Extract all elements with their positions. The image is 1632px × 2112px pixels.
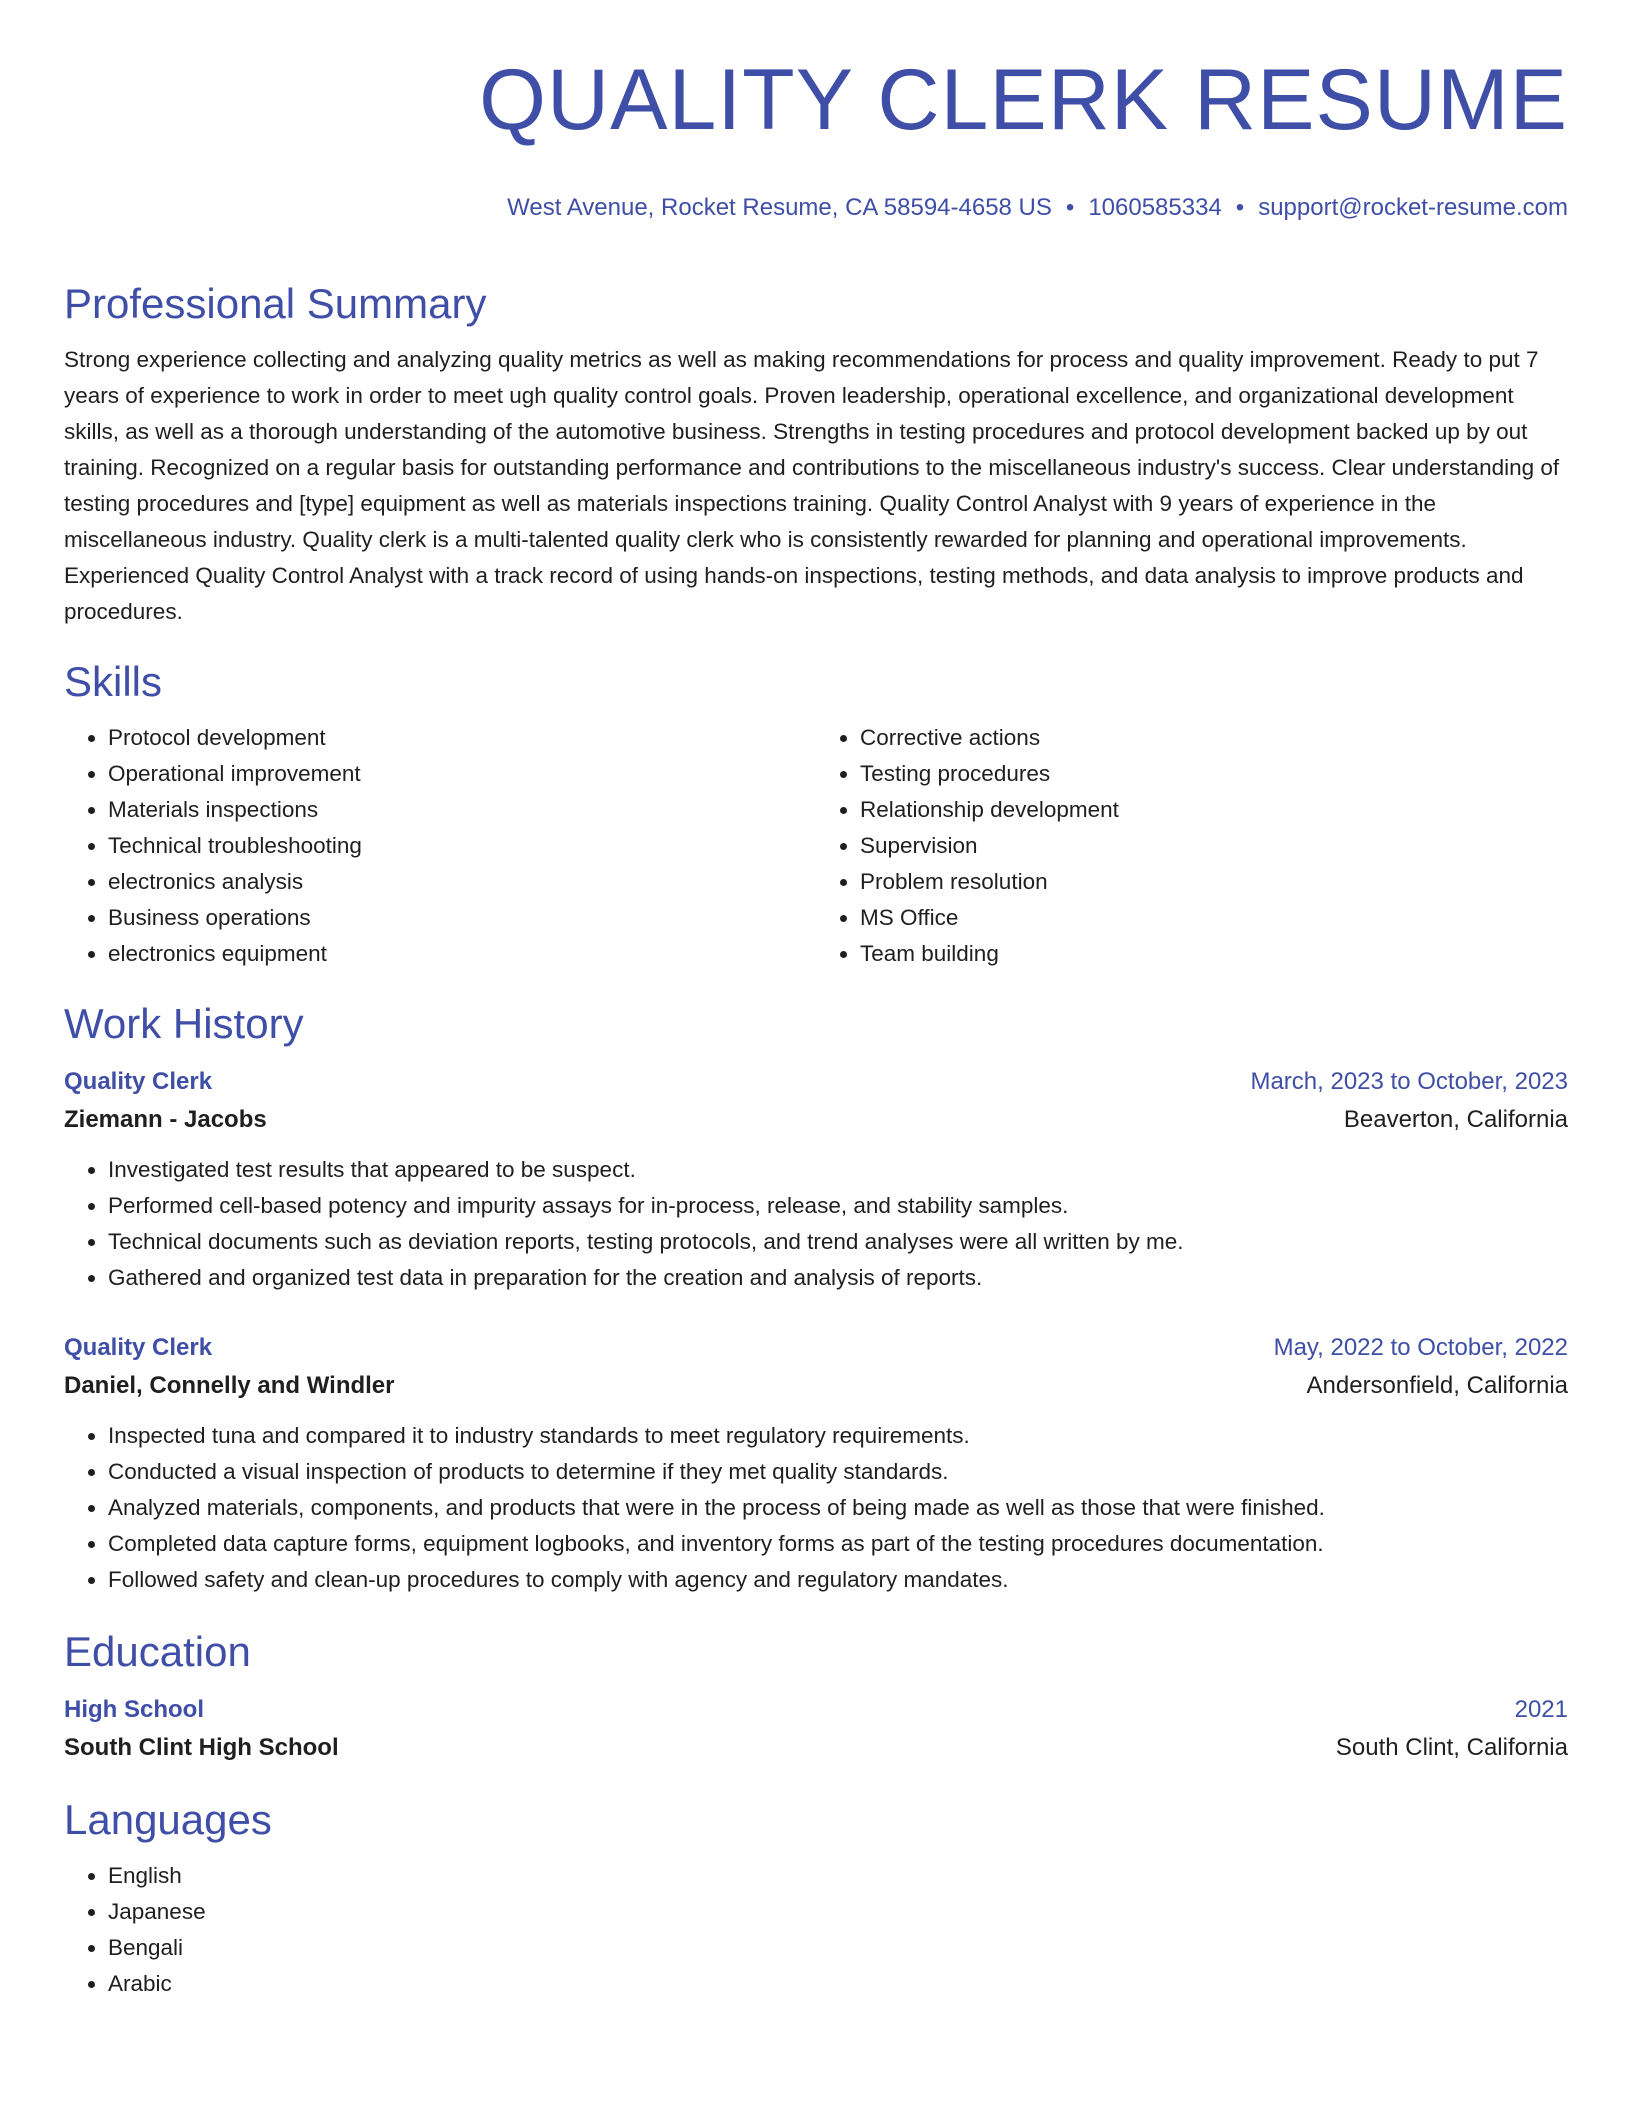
contact-email[interactable]: support@rocket-resume.com	[1258, 194, 1568, 221]
job-bullets	[64, 1418, 1568, 1598]
education-year: 2021	[1514, 1696, 1568, 1723]
job-location: Andersonfield, California	[1306, 1372, 1568, 1399]
education-location: South Clint, California	[1335, 1734, 1568, 1761]
work-history-section	[64, 998, 1568, 1598]
skills-list-right	[816, 720, 1568, 972]
contact-address: West Avenue, Rocket Resume, CA 58594-4658 US	[507, 194, 1052, 221]
job-company-row	[64, 1366, 1568, 1406]
job-dates: March, 2023 to October, 2023	[1250, 1068, 1568, 1095]
skill-item: • electronics analysis	[108, 864, 816, 900]
job-bullet: • Completed data capture forms, equipment logbooks, and inventory forms as part of the testing procedures documentation.	[108, 1526, 1568, 1562]
skill-item: • Problem resolution	[860, 864, 1568, 900]
language-item: • English	[108, 1858, 1568, 1894]
skill-item: • Corrective actions	[860, 720, 1568, 756]
separator-dot: •	[1235, 194, 1245, 221]
languages-section	[64, 1794, 1568, 2002]
skill-item: • MS Office	[860, 900, 1568, 936]
skill-item: • electronics equipment	[108, 936, 816, 972]
language-item: • Japanese	[108, 1894, 1568, 1930]
job-location: Beaverton, California	[1343, 1106, 1568, 1133]
job-header-row	[64, 1330, 1568, 1366]
skills-grid	[64, 720, 1568, 972]
skill-item: • Protocol development	[108, 720, 816, 756]
job-company-row	[64, 1100, 1568, 1140]
education-school: South Clint High School	[64, 1734, 339, 1761]
skills-list-left	[64, 720, 816, 972]
job-bullet: • Performed cell-based potency and impurity assays for in-process, release, and stability samples.	[108, 1188, 1568, 1224]
resume-title: QUALITY CLERK RESUME	[479, 52, 1568, 148]
skills-heading: Skills	[64, 658, 163, 705]
job-bullet: • Analyzed materials, components, and products that were in the process of being made as well as those that were finished.	[108, 1490, 1568, 1526]
job-entry	[64, 1064, 1568, 1296]
summary-heading: Professional Summary	[64, 280, 487, 327]
contact-line	[64, 192, 1568, 224]
job-role: Quality Clerk	[64, 1068, 213, 1095]
job-bullet: • Technical documents such as deviation reports, testing protocols, and trend analyses were all written by me.	[108, 1224, 1568, 1260]
job-company: Daniel, Connelly and Windler	[64, 1372, 395, 1399]
education-school-row	[64, 1728, 1568, 1768]
skill-item: • Testing procedures	[860, 756, 1568, 792]
skill-item: • Operational improvement	[108, 756, 816, 792]
job-bullet: • Followed safety and clean-up procedures to comply with agency and regulatory mandates.	[108, 1562, 1568, 1598]
skill-item: • Materials inspections	[108, 792, 816, 828]
work-history-heading: Work History	[64, 1000, 304, 1047]
job-entry	[64, 1330, 1568, 1598]
job-dates: May, 2022 to October, 2022	[1273, 1334, 1568, 1361]
separator-dot: •	[1065, 194, 1075, 221]
contact-phone: 1060585334	[1088, 194, 1222, 221]
language-item: • Bengali	[108, 1930, 1568, 1966]
job-bullet: • Inspected tuna and compared it to industry standards to meet regulatory requirements.	[108, 1418, 1568, 1454]
job-header-row	[64, 1064, 1568, 1100]
skill-item: • Supervision	[860, 828, 1568, 864]
skill-item: • Technical troubleshooting	[108, 828, 816, 864]
job-bullets	[64, 1152, 1568, 1296]
skills-section	[64, 656, 1568, 972]
education-degree: High School	[64, 1696, 204, 1723]
education-heading: Education	[64, 1628, 251, 1675]
education-section	[64, 1626, 1568, 1768]
summary-text: Strong experience collecting and analyzing quality metrics as well as making recommendations for process and quality improvement. Ready to put 7 years of experience to work in order to meet ugh quality control goals. Proven leadership, operational excellence, and organizational development skills, as well as a thorough understanding of the automotive business. Strengths in testing procedures and protocol development backed up by out training. Recognized on a regular basis for outstanding performance and contributions to the miscellaneous industry's success. Clear understanding of testing procedures and [type] equipment as well as materials inspections training. Quality Control Analyst with 9 years of experience in the miscellaneous industry. Quality clerk is a multi-talented quality clerk who is consistently rewarded for planning and operational improvements. Experienced Quality Control Analyst with a track record of using hands-on inspections, testing methods, and data analysis to improve products and procedures.	[64, 347, 1560, 624]
job-role: Quality Clerk	[64, 1334, 213, 1361]
job-bullet: • Conducted a visual inspection of products to determine if they met quality standards.	[108, 1454, 1568, 1490]
skill-item: • Relationship development	[860, 792, 1568, 828]
education-header-row	[64, 1692, 1568, 1728]
skill-item: • Business operations	[108, 900, 816, 936]
language-item: • Arabic	[108, 1966, 1568, 2002]
languages-heading: Languages	[64, 1796, 272, 1843]
job-bullet: • Gathered and organized test data in preparation for the creation and analysis of reports.	[108, 1260, 1568, 1296]
job-bullet: • Investigated test results that appeared to be suspect.	[108, 1152, 1568, 1188]
skill-item: • Team building	[860, 936, 1568, 972]
languages-list	[64, 1858, 1568, 2002]
education-entry	[64, 1692, 1568, 1768]
job-company: Ziemann - Jacobs	[64, 1106, 267, 1133]
summary-section	[64, 278, 1568, 630]
